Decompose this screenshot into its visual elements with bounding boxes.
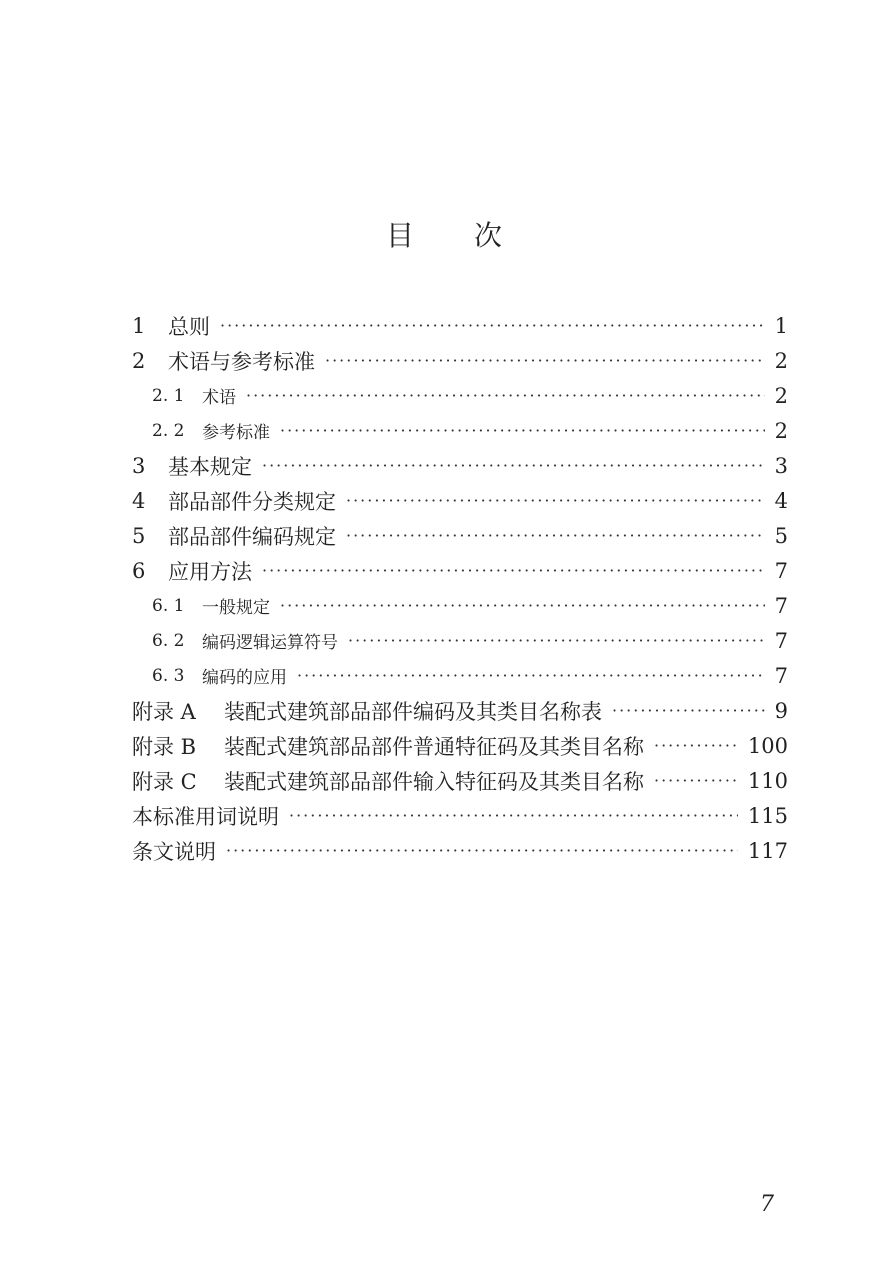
toc-entry[interactable] <box>132 308 788 343</box>
toc-leader-dots <box>220 316 765 335</box>
toc-leader-dots <box>346 526 765 545</box>
toc-entry-page: 117 <box>747 838 788 863</box>
toc-entry[interactable] <box>132 553 788 588</box>
toc-entry-page: 2 <box>774 348 788 373</box>
toc-entry-page: 115 <box>747 803 788 828</box>
toc-entry-label: 部品部件编码规定 <box>168 524 336 549</box>
toc-entry-number: 1 <box>132 313 146 338</box>
toc-leader-dots <box>280 596 765 615</box>
toc-entry-page: 4 <box>774 488 788 513</box>
toc-entry-page: 3 <box>774 453 788 478</box>
toc-entry-number: 6. 2 <box>152 630 185 651</box>
toc-entry-label: 术语与参考标准 <box>168 349 315 374</box>
page-title <box>0 214 888 254</box>
toc-entry-number: 5 <box>132 523 146 548</box>
toc-entry-label: 总则 <box>168 314 210 339</box>
toc-leader-dots <box>348 631 765 650</box>
toc-entry-number: 附录 B <box>132 734 197 759</box>
toc-entry-label: 装配式建筑部品部件输入特征码及其类目名称 <box>224 769 644 794</box>
toc-entry[interactable] <box>132 763 788 798</box>
toc-leader-dots <box>262 561 765 580</box>
toc-entry-number: 2. 1 <box>152 385 185 406</box>
toc-entry-page: 1 <box>774 313 788 338</box>
table-of-contents <box>132 308 788 868</box>
toc-entry-label: 装配式建筑部品部件编码及其类目名称表 <box>224 699 602 724</box>
toc-entry-page: 110 <box>747 768 788 793</box>
toc-entry-number: 附录 C <box>132 769 197 794</box>
toc-entry-number: 附录 A <box>132 699 196 724</box>
toc-entry-label: 条文说明 <box>132 839 216 864</box>
title-char: 目 <box>385 219 414 252</box>
toc-entry-page: 7 <box>774 628 788 653</box>
toc-leader-dots <box>346 491 765 510</box>
page-number: 7 <box>760 1192 774 1217</box>
toc-entry-number: 6. 3 <box>152 665 185 686</box>
toc-leader-dots <box>262 456 765 475</box>
toc-entry-page: 9 <box>774 698 788 723</box>
title-char: 次 <box>474 219 503 252</box>
toc-entry[interactable] <box>132 483 788 518</box>
toc-entry-label: 应用方法 <box>168 559 252 584</box>
toc-entry[interactable] <box>132 658 788 693</box>
toc-entry-number: 4 <box>132 488 146 513</box>
toc-entry-number: 6 <box>132 558 146 583</box>
toc-entry-number: 6. 1 <box>152 595 185 616</box>
toc-leader-dots <box>654 736 738 755</box>
toc-entry-label: 编码逻辑运算符号 <box>202 633 338 653</box>
toc-entry[interactable] <box>132 378 788 413</box>
toc-leader-dots <box>280 421 765 440</box>
toc-entry-page: 7 <box>774 593 788 618</box>
toc-entry-label: 术语 <box>202 388 236 408</box>
toc-entry[interactable] <box>132 693 788 728</box>
toc-entry[interactable] <box>132 413 788 448</box>
toc-entry[interactable] <box>132 728 788 763</box>
toc-entry-label: 参考标准 <box>202 423 270 443</box>
toc-entry-page: 2 <box>774 418 788 443</box>
toc-entry-page: 100 <box>747 733 788 758</box>
toc-entry-label: 一般规定 <box>202 598 270 618</box>
toc-entry-page: 7 <box>774 663 788 688</box>
toc-leader-dots <box>325 351 765 370</box>
toc-entry[interactable] <box>132 623 788 658</box>
toc-entry[interactable] <box>132 343 788 378</box>
toc-entry-label: 编码的应用 <box>202 668 287 688</box>
toc-leader-dots <box>289 806 738 825</box>
toc-leader-dots <box>612 701 765 720</box>
toc-entry[interactable] <box>132 798 788 833</box>
toc-entry[interactable] <box>132 448 788 483</box>
toc-entry-label: 部品部件分类规定 <box>168 489 336 514</box>
toc-entry-label: 装配式建筑部品部件普通特征码及其类目名称 <box>224 734 644 759</box>
toc-entry-page: 2 <box>774 383 788 408</box>
toc-entry[interactable] <box>132 518 788 553</box>
toc-entry-page: 5 <box>774 523 788 548</box>
toc-entry[interactable] <box>132 588 788 623</box>
toc-leader-dots <box>246 386 765 405</box>
toc-entry-label: 基本规定 <box>168 454 252 479</box>
toc-leader-dots <box>226 841 738 860</box>
toc-entry-number: 2. 2 <box>152 420 185 441</box>
toc-leader-dots <box>297 666 765 685</box>
toc-entry[interactable] <box>132 833 788 868</box>
toc-entry-number: 3 <box>132 453 146 478</box>
toc-entry-page: 7 <box>774 558 788 583</box>
toc-entry-label: 本标准用词说明 <box>132 804 279 829</box>
toc-leader-dots <box>654 771 738 790</box>
toc-entry-number: 2 <box>132 348 146 373</box>
